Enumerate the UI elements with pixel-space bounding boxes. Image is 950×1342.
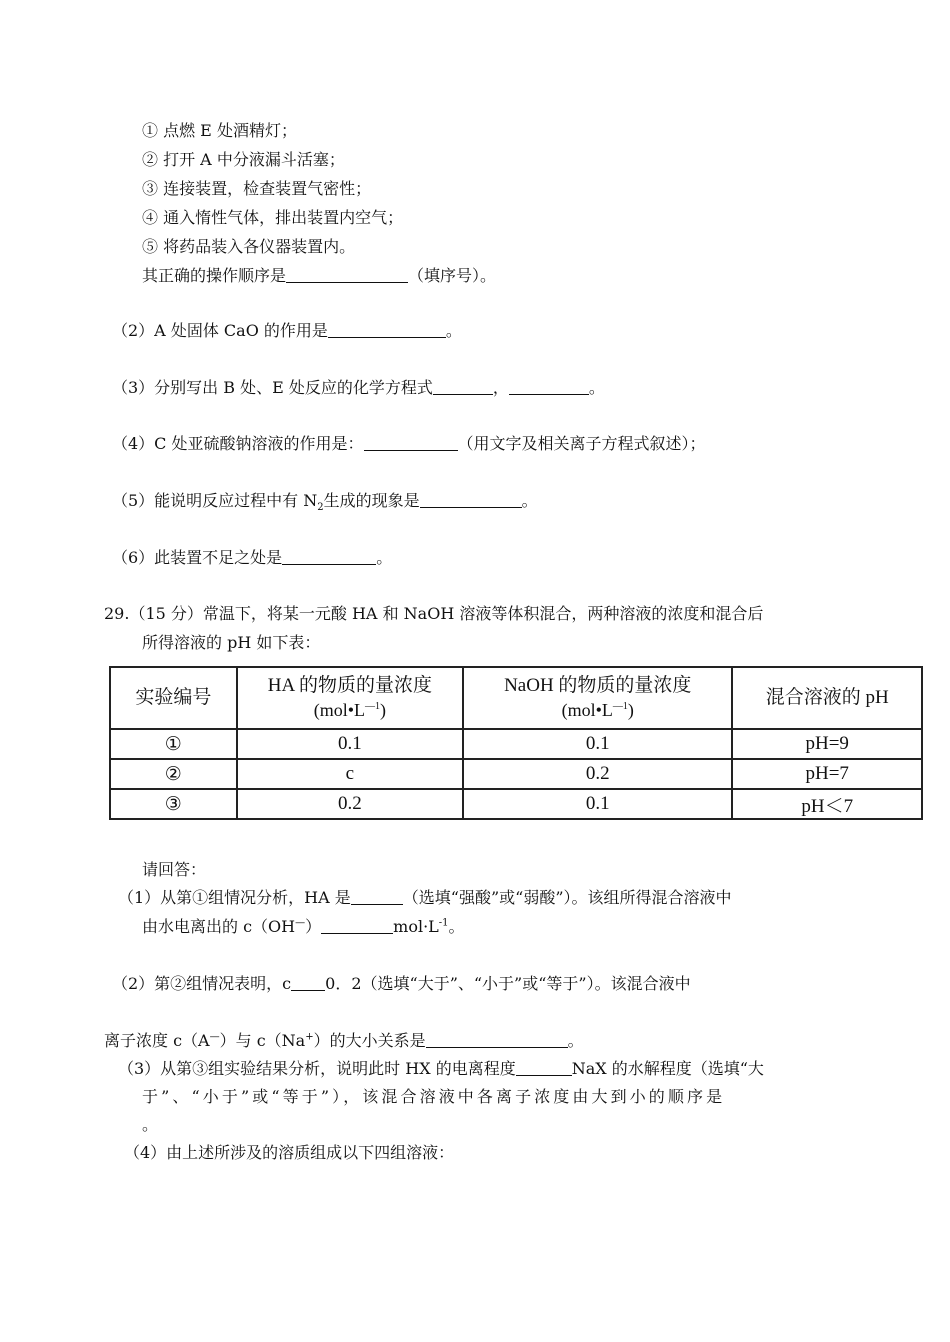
header-ha-text: HA 的物质的量浓度 xyxy=(267,675,432,696)
header-id-text: 实验编号 xyxy=(135,687,212,708)
table-row xyxy=(110,789,922,819)
q3-blank-e[interactable] xyxy=(509,378,589,395)
cell-naoh: 0.2 xyxy=(463,759,732,789)
step-2: ② 打开 A 中分液漏斗活塞； xyxy=(142,150,345,169)
a2-sup-minus: — xyxy=(209,1031,220,1043)
step-3: ③ 连接装置，检查装置气密性； xyxy=(142,179,372,198)
a2-prefix: （2）第②组情况表明，c xyxy=(112,974,292,993)
answer-2-line1 xyxy=(112,974,691,994)
q5-text: （5）能说明反应过程中有 N xyxy=(112,491,318,510)
cell-ph: pH=7 xyxy=(732,759,922,789)
cell-naoh: 0.1 xyxy=(463,729,732,759)
cell-ph: pH＜7 xyxy=(732,789,922,819)
a2-line2-b: ）与 c（Na xyxy=(219,1031,306,1050)
answer-3-line1 xyxy=(118,1059,764,1079)
table-row xyxy=(110,759,922,789)
q4-suffix: （用文字及相关离子方程式叙述）； xyxy=(457,434,706,453)
question-2 xyxy=(112,321,462,341)
step-1: ① 点燃 E 处酒精灯； xyxy=(142,121,297,140)
answer-2-line2 xyxy=(104,1031,584,1051)
q3-suffix: 。 xyxy=(588,378,605,397)
table-header-row xyxy=(110,667,922,729)
order-prefix: 其正确的操作顺序是 xyxy=(142,266,287,285)
cell-ha: 0.1 xyxy=(237,729,463,759)
header-ph-text: 混合溶液的 pH xyxy=(765,687,889,708)
table-row xyxy=(110,729,922,759)
a3-blank-degree[interactable] xyxy=(516,1059,572,1076)
a3-prefix: （3）从第③组实验结果分析，说明此时 HX 的电离程度 xyxy=(118,1059,516,1078)
a1-line2-suffix: 。 xyxy=(448,917,465,936)
question-3 xyxy=(112,378,605,398)
a1-sup-minus: — xyxy=(295,917,306,929)
q5-blank[interactable] xyxy=(420,491,522,508)
a1-suffix: （选填“强酸”或“弱酸”）。该组所得混合溶液中 xyxy=(402,888,732,907)
q6-text: （6）此装置不足之处是 xyxy=(112,548,283,567)
header-naoh-unit xyxy=(464,698,731,722)
answer-3-line2: 于”、“小于”或“等于”），该混合溶液中各离子浓度由大到小的顺序是 xyxy=(142,1087,726,1106)
a1-unit-sup: -1 xyxy=(438,917,449,929)
q6-suffix: 。 xyxy=(376,548,393,567)
order-blank[interactable] xyxy=(286,266,408,283)
unit-text: (mol•L xyxy=(313,700,366,720)
a2-blank-relation[interactable] xyxy=(426,1031,568,1048)
q2-blank[interactable] xyxy=(328,321,446,338)
cell-ha: 0.2 xyxy=(237,789,463,819)
answer-1-line2 xyxy=(142,917,465,937)
cell-id: ② xyxy=(110,759,237,789)
answer-3-line3: 。 xyxy=(142,1115,159,1134)
a1-line2-mid: ） xyxy=(305,917,322,936)
header-naoh xyxy=(463,667,732,729)
unit-text: (mol•L xyxy=(561,700,613,720)
a2-suffix: 0．2（选填“大于”、“小于”或“等于”）。该混合液中 xyxy=(325,974,691,993)
q4-blank[interactable] xyxy=(364,434,458,451)
order-suffix: （填序号）。 xyxy=(408,266,497,285)
header-naoh-text: NaOH 的物质的量浓度 xyxy=(504,675,692,696)
header-id xyxy=(110,667,237,729)
order-question xyxy=(142,266,496,286)
a1-unit: mol·L xyxy=(393,917,439,936)
unit-close: ) xyxy=(627,700,634,720)
cell-id: ③ xyxy=(110,789,237,819)
question-4 xyxy=(112,434,706,454)
answer-prompt: 请回答： xyxy=(142,860,207,879)
q5-mid: 生成的现象是 xyxy=(323,491,420,510)
a2-blank-compare[interactable] xyxy=(291,974,325,991)
step-4: ④ 通入惰性气体，排出装置内空气； xyxy=(142,208,404,227)
unit-sup: —1 xyxy=(365,701,381,712)
data-table xyxy=(109,666,923,820)
a2-line2-c: ）的大小关系是 xyxy=(313,1031,426,1050)
answer-1-line1 xyxy=(118,888,732,908)
a1-blank-oh[interactable] xyxy=(321,917,393,934)
q3-comma: ， xyxy=(492,378,509,397)
q2-suffix: 。 xyxy=(445,321,462,340)
cell-id: ① xyxy=(110,729,237,759)
a2-line2-suffix: 。 xyxy=(567,1031,584,1050)
header-ha-unit xyxy=(238,698,462,722)
q5-suffix: 。 xyxy=(521,491,538,510)
a1-line2-prefix: 由水电离出的 c（OH xyxy=(142,917,296,936)
q6-blank[interactable] xyxy=(282,548,376,565)
answer-4: （4）由上述所涉及的溶质组成以下四组溶液： xyxy=(124,1143,455,1162)
q5-subscript: 2 xyxy=(317,502,324,514)
problem-29-line2: 所得溶液的 pH 如下表： xyxy=(142,633,321,652)
unit-close: ) xyxy=(380,700,387,720)
a2-sup-plus: + xyxy=(305,1031,314,1043)
cell-ha: c xyxy=(237,759,463,789)
step-5: ⑤ 将药品装入各仪器装置内。 xyxy=(142,237,356,256)
question-6 xyxy=(112,548,392,568)
unit-sup: —1 xyxy=(612,701,628,712)
cell-naoh: 0.1 xyxy=(463,789,732,819)
q2-text: （2）A 处固体 CaO 的作用是 xyxy=(112,321,328,340)
a1-blank-acid[interactable] xyxy=(351,888,403,905)
a1-prefix: （1）从第①组情况分析，HA 是 xyxy=(118,888,351,907)
header-ph xyxy=(732,667,922,729)
header-ha xyxy=(237,667,463,729)
a2-line2-a: 离子浓度 c（A xyxy=(104,1031,210,1050)
problem-29-line1: 29.（15 分）常温下，将某一元酸 HA 和 NaOH 溶液等体积混合，两种溶液的浓度和混合后 xyxy=(104,604,764,623)
q3-blank-b[interactable] xyxy=(433,378,493,395)
q4-text: （4）C 处亚硫酸钠溶液的作用是： xyxy=(112,434,364,453)
a3-suffix: NaX 的水解程度（选填“大 xyxy=(571,1059,764,1078)
q3-text: （3）分别写出 B 处、E 处反应的化学方程式 xyxy=(112,378,433,397)
question-5 xyxy=(112,491,538,514)
cell-ph: pH=9 xyxy=(732,729,922,759)
